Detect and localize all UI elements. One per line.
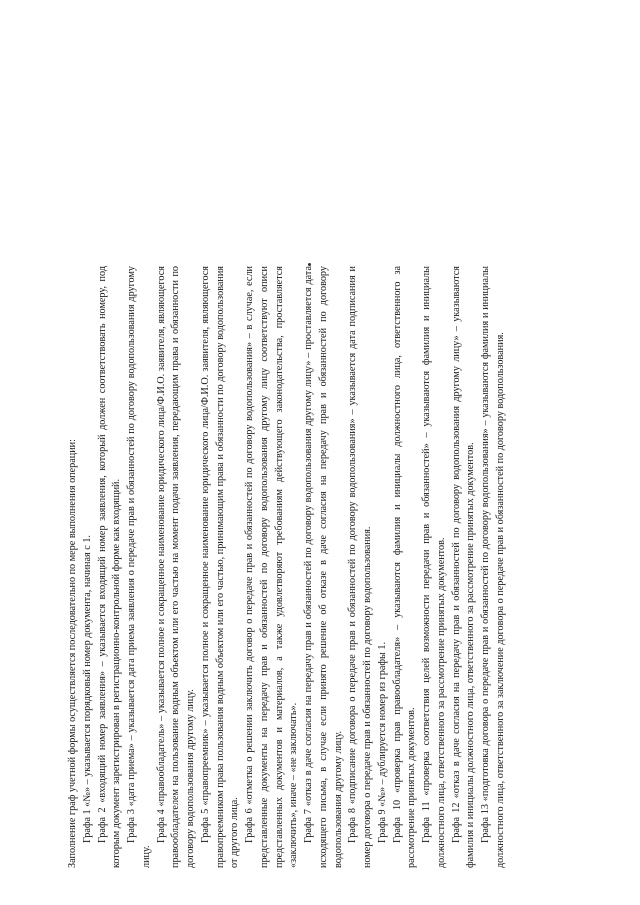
paragraph-grafa-6: Графа 6 «отметка о решении заключить договор о передаче прав и обязанностей по договору водопользования» – в случае, если представленные документы на передачу прав и обязанностей по договору водопользования другому лицу соответствуют описи представленных документов и материалов, а также удовлетворяют требованиям действующего законодательства, проставляется «заключить», иначе – «не заключать».	[244, 266, 300, 868]
paragraph-grafa-5: Графа 5 «правопреемник» – указывается полное и сокращенное наименование юридического лица/Ф.И.О. заявителя, являющегося правопреемником права пользования водным объектом или его частью, принимающим права и обязанности по договору водопользования от другого лица.	[199, 266, 241, 868]
paragraph-grafa-8: Графа 8 «подписание договора о передаче прав и обязанностей по договору водопользования» – указывается дата подписания и номер договора о передаче прав и обязанностей по договору водопользования.	[347, 266, 373, 868]
paragraph-grafa-1: Графа 1 «№» – указывается порядковый номер документа, начиная с 1.	[81, 535, 93, 843]
rotated-text-block	[66, 266, 509, 868]
paragraph-grafa-2: Графа 2 «входящий номер заявления» – указывается входящий номер заявления, который должен соответствовать номеру, под которым документ зарегистрирован в регистрационно-контрольной форме как входящий.	[96, 266, 123, 868]
paragraph-grafa-11: Графа 11 «проверка соответствия целей возможности передачи прав и обязанностей» – указываются фамилия и инициалы должностного лица, ответственного за рассмотрение принятых документов.	[421, 266, 447, 868]
paragraph-grafa-3: Графа 3 «дата приема» – указывается дата приема заявления о передаче прав и обязанностей по договору водопользования другому лицу.	[126, 266, 152, 868]
paragraph-grafa-4: Графа 4 «правообладатель» – указывается полное и сокращенное наименование юридического лица/Ф.И.О. заявителя, являющегося правообладателем на пользование водным объектом или его частью на момент подачи заявления, передающим права и обязанности по договору водопользования другому лицу.	[155, 266, 196, 868]
paragraph-grafa-9: Графа 9 «№» – дублируется номер из графы 1.	[376, 641, 388, 843]
paragraph-grafa-7: Графа 7 «отказ в даче согласия на передачу прав и обязанностей по договору водопользования другому лицу» – проставляется дата исходящего письма, в случае если принято решение об отказе в даче согласия на передачу прав и обязанностей по договору водопользования другому лицу.	[303, 266, 344, 868]
paragraph-grafa-10: Графа 10 «проверка прав правообладателя» – указываются фамилия и инициалы должностного лица, ответственного за рассмотрение принятых документов.	[391, 266, 418, 868]
paragraph-grafa-12: Графа 12 «отказ в даче согласия на передачу прав и обязанностей по договору водопользования другому лицу» – указываются фамилия и инициалы должностного лица, ответственного за рассмотрение принятых документов.	[450, 266, 477, 868]
paragraph-grafa-13: Графа 13 «подготовка договора о передаче прав и обязанностей по договору водопользования» – указываются фамилия и инициалы должностного лица, ответственного за заключение договора о передаче прав и обязанностей по договору водопользования.	[480, 266, 506, 868]
intro-paragraph: Заполнение граф учетной формы осуществляется последовательно по мере выполнения операции:	[67, 439, 78, 868]
